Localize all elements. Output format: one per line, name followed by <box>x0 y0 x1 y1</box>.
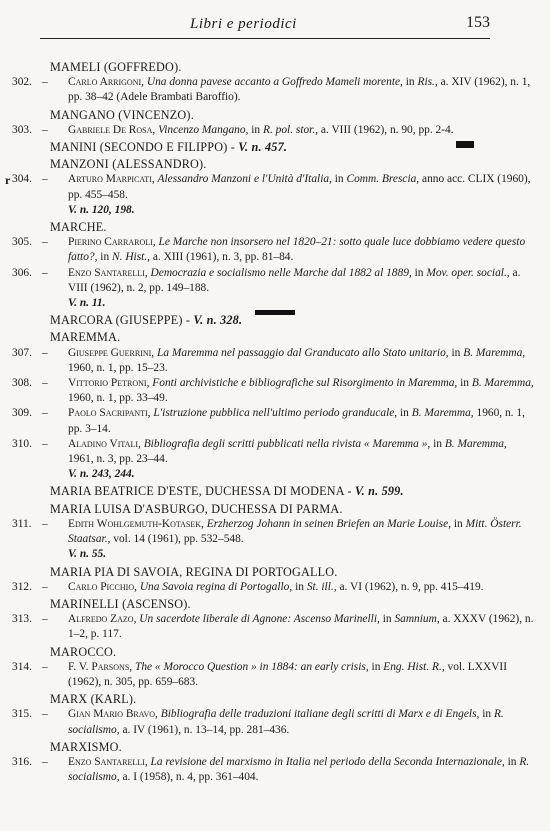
item-source: Eng. Hist. R., <box>383 660 445 673</box>
subject-text: MAREMMA. <box>50 330 121 345</box>
item-connector: in <box>405 76 415 89</box>
subject-entry <box>6 690 544 738</box>
item-details: 1960, n. 1, pp. 33–49. <box>68 392 168 405</box>
see-also-reference: V. n. 243, 244. <box>68 468 135 481</box>
item-source: Ris., <box>417 76 438 89</box>
subject-entry <box>6 500 544 563</box>
see-also-reference: V. n. 55. <box>68 548 107 561</box>
item-connector: in <box>251 123 261 136</box>
ink-mark <box>456 141 474 148</box>
cross-reference: V. n. 457. <box>238 140 288 155</box>
bibliography-item <box>6 517 544 563</box>
item-title: Bibliografia delle traduzioni italiane degli scritti di Marx e di Engels, <box>160 708 480 721</box>
item-dash: – <box>42 517 48 530</box>
item-dash: – <box>42 437 48 450</box>
subject-text: MARIA LUISA D'ASBURGO, DUCHESSA DI PARMA. <box>50 501 343 516</box>
item-source: Comm. Brescia, <box>346 173 420 186</box>
subject-entry <box>6 643 544 691</box>
item-connector: in <box>507 755 517 768</box>
subject-entry <box>6 738 544 786</box>
item-details: a. VIII (1962), n. 90, pp. 2-4. <box>320 123 454 136</box>
item-author: Paolo Sacripanti, <box>68 407 151 420</box>
subject-text: MARCORA (GIUSEPPE) - <box>50 313 191 328</box>
item-author: Gian Mario Bravo, <box>68 708 158 721</box>
item-author: Carlo Picchio, <box>68 580 137 593</box>
item-number: 310. <box>12 437 32 450</box>
subject-heading <box>50 106 544 123</box>
see-also-reference: V. n. 120, 198. <box>68 203 135 216</box>
item-number: 303. <box>12 123 32 136</box>
item-connector: in <box>371 660 381 673</box>
subject-text: MARCHE. <box>50 220 107 235</box>
item-details: a. XIV (1962), n. 1, pp. 38–42 (Adele Brambati Baroffio). <box>68 76 531 104</box>
item-connector: in <box>451 346 461 359</box>
item-details: 1961, n. 3, pp. 23–44. <box>68 453 168 466</box>
bibliography-item <box>6 612 544 642</box>
subject-entry <box>6 58 544 106</box>
item-dash: – <box>42 613 48 626</box>
cross-reference: V. n. 599. <box>354 484 404 499</box>
bibliography-item <box>6 266 544 312</box>
item-title: Democrazia e socialismo nelle Marche dal 1882 al 1889, <box>150 266 412 279</box>
item-title: Fonti archivistiche e bibliografiche sul Risorgimento in Maremma, <box>152 377 458 390</box>
subject-text: MARIA PIA DI SAVOIA, REGINA DI PORTOGALLO. <box>50 564 338 579</box>
margin-mark: r <box>5 173 11 187</box>
item-author: Gabriele De Rosa, <box>68 123 156 136</box>
item-number: 313. <box>12 613 32 626</box>
bibliography-item <box>6 580 544 595</box>
item-dash: – <box>42 76 48 89</box>
subject-text: MANGANO (VINCENZO). <box>50 107 194 122</box>
item-details: 1960, n. 1, pp. 15–23. <box>68 361 168 374</box>
item-source: R. socialismo, <box>68 708 504 736</box>
subject-heading <box>50 643 544 660</box>
item-details: a. VI (1962), n. 9, pp. 415–419. <box>339 580 484 593</box>
subject-text: MANINI (SECONDO E FILIPPO) - <box>50 140 236 155</box>
item-number: 315. <box>12 708 32 721</box>
subject-text: MARX (KARL). <box>50 692 137 707</box>
item-title: Erzherzog Johann in seinen Briefen an Marie Louise, <box>206 517 452 530</box>
bibliography-item <box>6 406 544 436</box>
subject-heading <box>50 563 544 580</box>
item-author: Enzo Santarelli, <box>68 266 148 279</box>
item-number: 309. <box>12 407 32 420</box>
subject-text: MAROCCO. <box>50 644 117 659</box>
item-details: vol. 14 (1961), pp. 532–548. <box>113 533 244 546</box>
item-number: 314. <box>12 660 32 673</box>
subject-entry <box>6 482 544 499</box>
bibliography-item <box>6 172 544 218</box>
item-dash: – <box>42 580 48 593</box>
subject-heading <box>50 595 544 612</box>
item-dash: – <box>42 377 48 390</box>
item-title: Bibliografia degli scritti pubblicati nella rivista « Maremma », <box>143 437 431 450</box>
subject-heading <box>50 155 544 172</box>
subject-heading <box>50 218 544 235</box>
item-title: Vincenzo Mangano, <box>158 123 249 136</box>
item-title: Alessandro Manzoni e l'Unità d'Italia, <box>157 173 332 186</box>
ink-mark <box>255 310 295 315</box>
subject-entry <box>6 106 544 138</box>
item-source: N. Hist., <box>112 251 151 264</box>
item-title: Un sacerdote liberale di Agnone: Ascenso Marinelli, <box>139 613 380 626</box>
item-connector: in <box>414 266 424 279</box>
item-details: 1960, n. 1, pp. 3–14. <box>68 407 525 435</box>
item-title: Una donna pavese accanto a Goffredo Mameli morente, <box>146 76 403 89</box>
bibliography-item <box>6 437 544 483</box>
item-source: B. Maremma, <box>471 377 534 390</box>
see-also-reference: V. n. 11. <box>68 297 106 310</box>
item-details: a. XIII (1961), n. 3, pp. 81–84. <box>152 251 294 264</box>
item-dash: – <box>42 660 48 673</box>
item-source: R. socialismo, <box>68 755 530 784</box>
item-number: 308. <box>12 377 32 390</box>
item-title: L'istruzione pubblica nell'ultimo periodo granducale, <box>153 407 398 420</box>
item-number: 307. <box>12 346 32 359</box>
item-details: a. IV (1961), n. 13–14, pp. 281–436. <box>122 723 290 736</box>
bibliography-item <box>6 707 544 737</box>
item-connector: in <box>334 173 344 186</box>
bibliography-list <box>6 58 544 785</box>
item-connector: in <box>382 613 392 626</box>
item-title: La Maremma nel passaggio dal Granducato allo Stato unitario, <box>157 346 449 359</box>
subject-text: MAMELI (GOFFREDO). <box>50 60 182 74</box>
item-number: 304. <box>12 173 32 186</box>
bibliography-item <box>6 346 544 376</box>
running-title: Libri e periodici <box>190 16 297 32</box>
item-dash: – <box>42 346 48 359</box>
page-number: 153 <box>466 14 490 31</box>
subject-entry <box>6 563 544 595</box>
item-author: Arturo Marpicati, <box>68 173 155 186</box>
subject-heading <box>50 328 544 345</box>
item-title: Una Savoia regina di Portogallo, <box>139 580 293 593</box>
subject-entry <box>6 595 544 643</box>
item-details: vol. LXXVII (1962), n. 305, pp. 659–683. <box>68 660 508 688</box>
subject-heading <box>50 311 544 328</box>
subject-heading <box>50 482 544 499</box>
subject-heading <box>50 500 544 517</box>
subject-text: MARIA BEATRICE D'ESTE, DUCHESSA DI MODENA - <box>50 484 352 499</box>
subject-entry <box>6 155 544 218</box>
item-title: La revisione del marxismo in Italia nel periodo della Seconda Internazionale, <box>150 755 505 768</box>
item-dash: – <box>42 173 48 186</box>
bibliography-item <box>6 123 544 138</box>
item-author: Carlo Arrigoni, <box>68 76 144 89</box>
item-dash: – <box>42 123 48 136</box>
item-author: Edith Wohlgemuth-Kotasek, <box>68 517 204 530</box>
subject-entry <box>6 328 544 482</box>
bibliography-item <box>6 660 544 690</box>
subject-heading <box>50 738 544 755</box>
subject-entry <box>6 218 544 311</box>
item-dash: – <box>42 236 48 249</box>
item-number: 312. <box>12 580 32 593</box>
item-connector: in <box>100 251 110 264</box>
item-source: B. Maremma, <box>444 437 507 450</box>
item-author: Enzo Santarelli, <box>68 755 148 768</box>
item-details: a. XXXV (1962), n. 1–2, p. 117. <box>68 613 534 641</box>
bibliography-item <box>6 235 544 265</box>
subject-heading <box>50 58 544 75</box>
bibliography-item <box>6 755 544 785</box>
item-title: The « Morocco Question » in 1884: an early crisis, <box>134 660 369 673</box>
item-details: anno acc. CLIX (1960), pp. 455–458. <box>68 173 531 201</box>
item-author: Aladino Vitali, <box>68 437 141 450</box>
item-number: 302. <box>12 76 32 89</box>
cross-reference: V. n. 328. <box>193 313 243 328</box>
item-number: 305. <box>12 236 32 249</box>
subject-text: MARXISMO. <box>50 739 122 754</box>
item-source: Mov. oper. social., <box>426 266 510 279</box>
item-connector: in <box>295 580 304 593</box>
item-details: a. I (1958), n. 4, pp. 361–404. <box>122 771 259 784</box>
item-connector: in <box>453 517 463 530</box>
item-author: Alfredo Zazo, <box>68 613 137 626</box>
item-source: Samnium, <box>394 613 440 626</box>
item-number: 306. <box>12 266 32 279</box>
item-connector: in <box>482 708 492 721</box>
item-dash: – <box>42 266 48 279</box>
item-title: Le Marche non insorsero nel 1820–21: sotto quale luce dobbiamo vedere questo fatto?, <box>68 236 526 264</box>
bibliography-item <box>6 376 544 406</box>
item-connector: in <box>433 437 442 450</box>
item-author: Pierino Carraroli, <box>68 236 156 249</box>
item-source: St. ill., <box>306 580 337 593</box>
item-number: 311. <box>12 517 32 530</box>
running-header <box>40 10 490 39</box>
item-author: F. V. Parsons, <box>68 660 133 673</box>
subject-text: MARINELLI (ASCENSO). <box>50 596 191 611</box>
item-number: 316. <box>12 755 32 768</box>
item-connector: in <box>400 407 409 420</box>
item-author: Vittorio Petroni, <box>68 377 150 390</box>
item-connector: in <box>460 377 470 390</box>
subject-text: MANZONI (ALESSANDRO). <box>50 157 207 172</box>
subject-heading <box>50 690 544 707</box>
item-source: R. pol. stor., <box>262 123 319 136</box>
item-source: B. Maremma, <box>463 346 526 359</box>
item-dash: – <box>42 407 48 420</box>
item-dash: – <box>42 708 48 721</box>
item-source: Mitt. Österr. Staatsar., <box>68 517 522 546</box>
item-source: B. Maremma, <box>411 407 474 420</box>
bibliography-item <box>6 75 544 105</box>
item-details: a. VIII (1962), n. 2, pp. 149–188. <box>68 266 521 294</box>
item-author: Giuseppe Guerrini, <box>68 346 155 359</box>
item-dash: – <box>42 755 48 768</box>
